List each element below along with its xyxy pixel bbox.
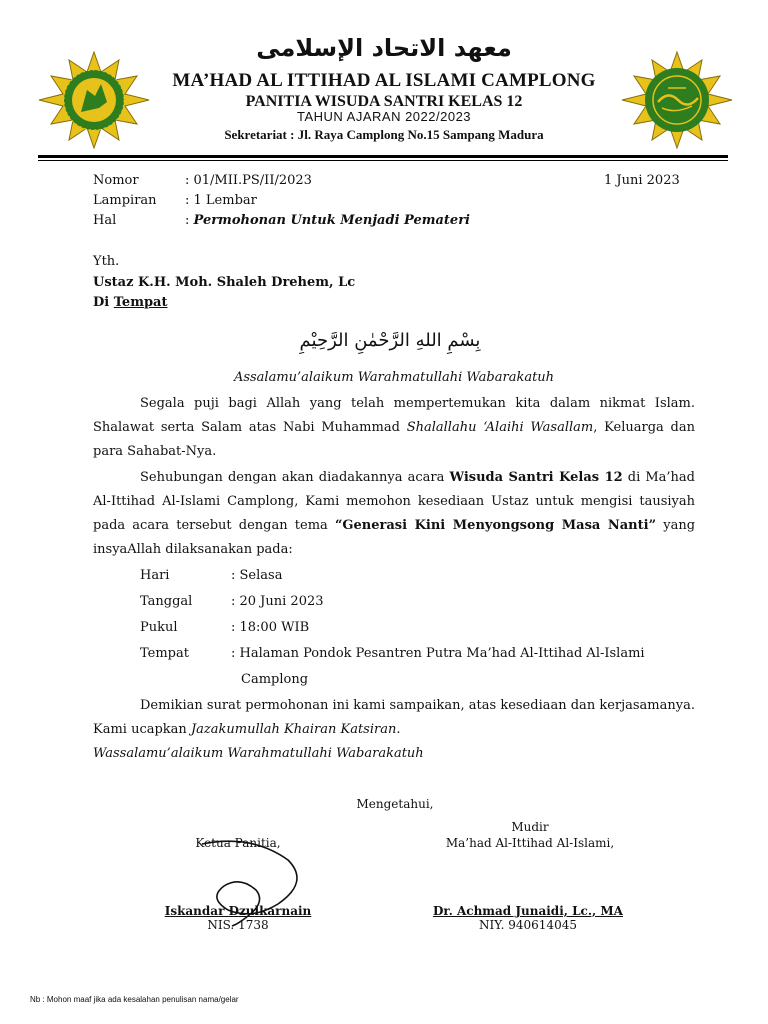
left-signer-name: Iskandar Dzulkarnain	[164, 904, 312, 918]
letter-number-row	[93, 173, 312, 188]
secretariat-address: Sekretariat : Jl. Raya Camplong No.15 Sampang Madura	[224, 127, 544, 142]
opening-salam: Assalamu’alaikum Warahmatullahi Wabarakatuh	[233, 370, 555, 385]
closing-salam: Wassalamu’alaikum Warahmatullahi Wabarakatuh	[93, 746, 424, 761]
event-theme: “Generasi Kini Menyongsong Masa Nanti”	[334, 518, 657, 533]
recipient-greeting: Yth.	[93, 254, 120, 269]
detail-place-value-line2: Camplong	[241, 672, 309, 687]
basmalah-calligraphy: بِسْمِ اللهِ الرَّحْمٰنِ الرَّحِيْمِ	[299, 330, 481, 351]
detail-day-label: Hari	[140, 568, 170, 583]
institution-name: MA’HAD AL ITTIHAD AL ISLAMI CAMPLONG	[172, 70, 596, 91]
left-signer-id: NIS. 1738	[207, 918, 269, 932]
subject-row	[93, 213, 470, 228]
subject-label: Hal	[93, 213, 117, 228]
academic-year: TAHUN AJARAN 2022/2023	[296, 109, 472, 124]
committee-name: PANITIA WISUDA SANTRI KELAS 12	[245, 93, 523, 110]
recipient-name: Ustaz K.H. Moh. Shaleh Drehem, Lc	[93, 275, 356, 290]
paragraph-request-text-2: di Ma’had Al-Ittihad Al-Islami Camplong, Kami memohon kesediaan Ustaz untuk mengisi tausiyah pada acara tersebut dengan tema	[93, 470, 695, 533]
header-divider-thick	[38, 155, 728, 158]
number-label: Nomor	[93, 173, 139, 188]
paragraph-intro-text-2: , Keluarga dan para Sahabat-Nya.	[93, 420, 695, 459]
subject-value: Permohonan Untuk Menjadi Pemateri	[193, 213, 470, 228]
recipient-place-name: Tempat	[113, 295, 168, 310]
subject-colon: :	[185, 213, 194, 228]
paragraph-intro-italic: Shalallahu ‘Alaihi Wasallam	[406, 420, 594, 435]
right-role-line1: Mudir	[511, 820, 549, 834]
left-logo	[35, 50, 153, 150]
event-name: Wisuda Santri Kelas 12	[449, 470, 623, 485]
paragraph-intro	[93, 392, 695, 464]
attachment-row	[93, 193, 257, 208]
closing-text: Demikian surat permohonan ini kami sampaikan, atas kesediaan dan kerjasamanya. Kami ucapkan	[93, 698, 695, 737]
paragraph-closing	[93, 694, 695, 742]
left-role: Ketua Panitia,	[195, 836, 281, 850]
closing-italic: Jazakumullah Khairan Katsiran.	[190, 722, 401, 737]
header-divider-thin	[38, 160, 728, 161]
detail-date-value: : 20 Juni 2023	[231, 594, 324, 609]
detail-day-value: : Selasa	[231, 568, 283, 583]
acknowledged-label: Mengetahui,	[356, 797, 434, 811]
paragraph-intro-text-1: Segala puji bagi Allah yang telah mempertemukan kita dalam nikmat Islam. Shalawat serta Salam atas Nabi Muhammad	[93, 396, 695, 435]
attachment-value: : 1 Lembar	[185, 193, 257, 208]
right-logo	[618, 50, 736, 150]
recipient-place	[93, 295, 167, 310]
detail-place-value: : Halaman Pondok Pesantren Putra Ma’had Al-Ittihad Al-Islami	[231, 646, 645, 661]
arabic-institution-title: معهد الاتحاد الإسلامى	[256, 34, 512, 62]
paragraph-request-text-3: yang insyaAllah dilaksanakan pada:	[93, 518, 696, 557]
right-signer-id: NIY. 940614045	[479, 918, 577, 932]
footnote: Nb : Mohon maaf jika ada kesalahan penulisan nama/gelar	[30, 995, 239, 1004]
letter-date: 1 Juni 2023	[604, 173, 680, 188]
right-signer-name: Dr. Achmad Junaidi, Lc., MA	[432, 904, 623, 918]
detail-date-label: Tanggal	[140, 594, 193, 609]
detail-time-label: Pukul	[140, 620, 178, 635]
detail-time-value: : 18:00 WIB	[231, 620, 310, 635]
right-role-line2: Ma’had Al-Ittihad Al-Islami,	[445, 836, 615, 850]
attachment-label: Lampiran	[93, 193, 157, 208]
detail-place-label: Tempat	[140, 646, 189, 661]
number-value: : 01/MII.PS/II/2023	[185, 173, 312, 188]
paragraph-request-text-1: Sehubungan dengan akan diadakannya acara	[140, 470, 450, 485]
paragraph-request	[93, 466, 695, 562]
recipient-di: Di	[93, 295, 114, 310]
